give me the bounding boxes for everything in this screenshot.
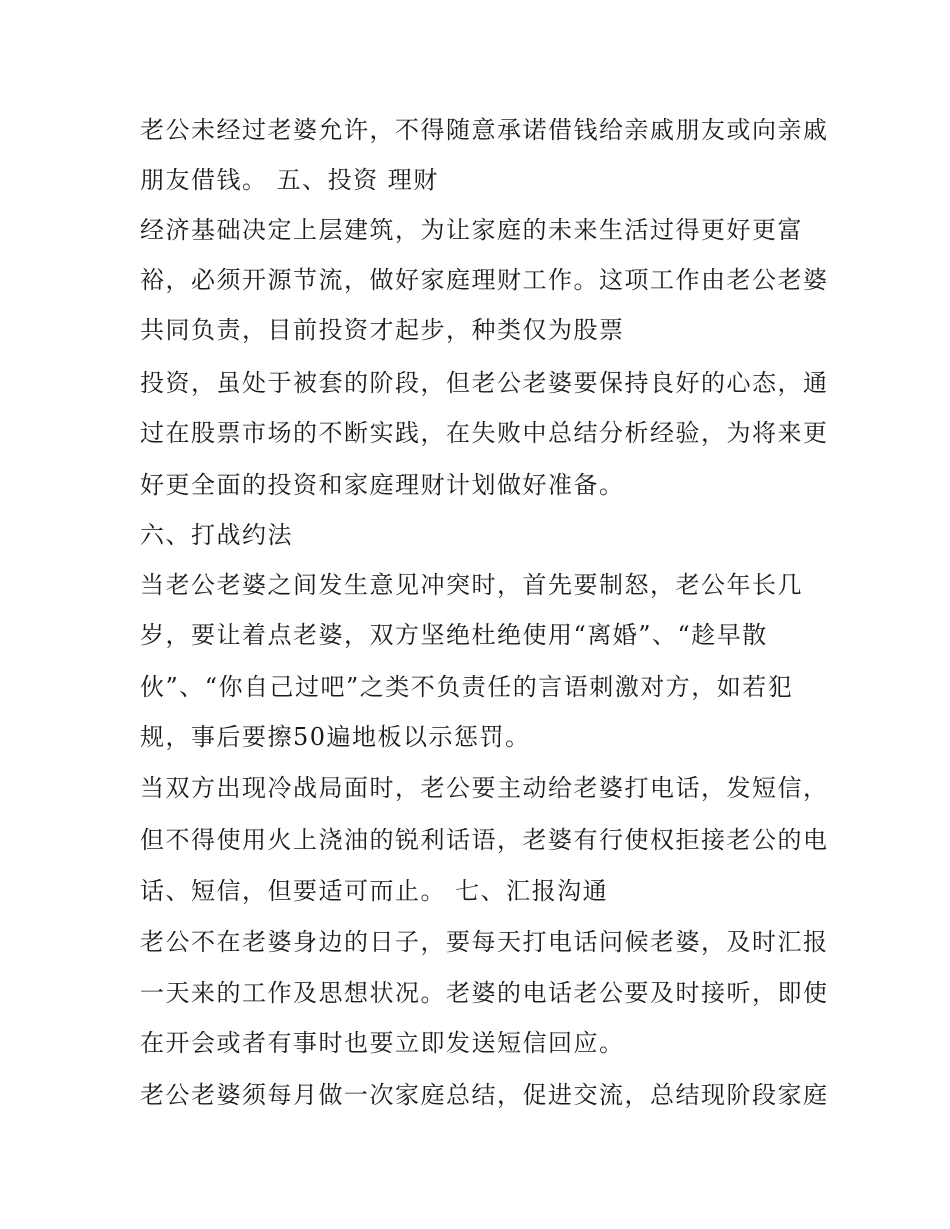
text-line-13: 规，事后要擦50遍地板以示惩罚。 [140,723,531,751]
text-line-14: 当双方出现冷战局面时，老公要主动给老婆打电话，发短信， [140,774,829,802]
text-line-4: 裕，必须开源节流，做好家庭理财工作。这项工作由老公老婆 [140,266,829,294]
text-line-2: 朋友借钱。 五、投资 理财 [140,166,439,194]
text-line-20: 老公老婆须每月做一次家庭总结，促进交流，总结现阶段家庭 [140,1081,829,1109]
text-line-6: 投资，虽处于被套的阶段，但老公老婆要保持良好的心态，通 [140,369,829,397]
text-line-18: 一天来的工作及思想状况。老婆的电话老公要及时接听，即使 [140,979,829,1007]
text-line-10: 当老公老婆之间发生意见冲突时，首先要制怒，老公年长几 [140,571,803,599]
text-line-7: 过在股票市场的不断实践，在失败中总结分析经验，为将来更 [140,419,829,447]
text-line-5: 共同负责，目前投资才起步，种类仅为股票 [140,316,625,344]
text-line-8: 好更全面的投资和家庭理财计划做好准备。 [140,471,625,499]
text-line-1: 老公未经过老婆允许，不得随意承诺借钱给亲戚朋友或向亲戚 [140,116,829,144]
text-line-11: 岁，要让着点老婆，双方坚绝杜绝使用“离婚”、“趁早散 [140,621,768,649]
text-line-17: 老公不在老婆身边的日子，要每天打电话问候老婆，及时汇报 [140,928,829,956]
text-line-19: 在开会或者有事时也要立即发送短信回应。 [140,1029,625,1057]
text-line-16: 话、短信，但要适可而止。 七、汇报沟通 [140,877,609,905]
section-heading-6: 六、打战约法 [140,521,293,549]
text-line-12: 伙”、“你自己过吧”之类不负责任的言语刺激对方，如若犯 [140,673,794,701]
text-line-15: 但不得使用火上浇油的锐利话语，老婆有行使权拒接老公的电 [140,826,829,854]
text-line-3: 经济基础决定上层建筑，为让家庭的未来生活过得更好更富 [140,216,803,244]
